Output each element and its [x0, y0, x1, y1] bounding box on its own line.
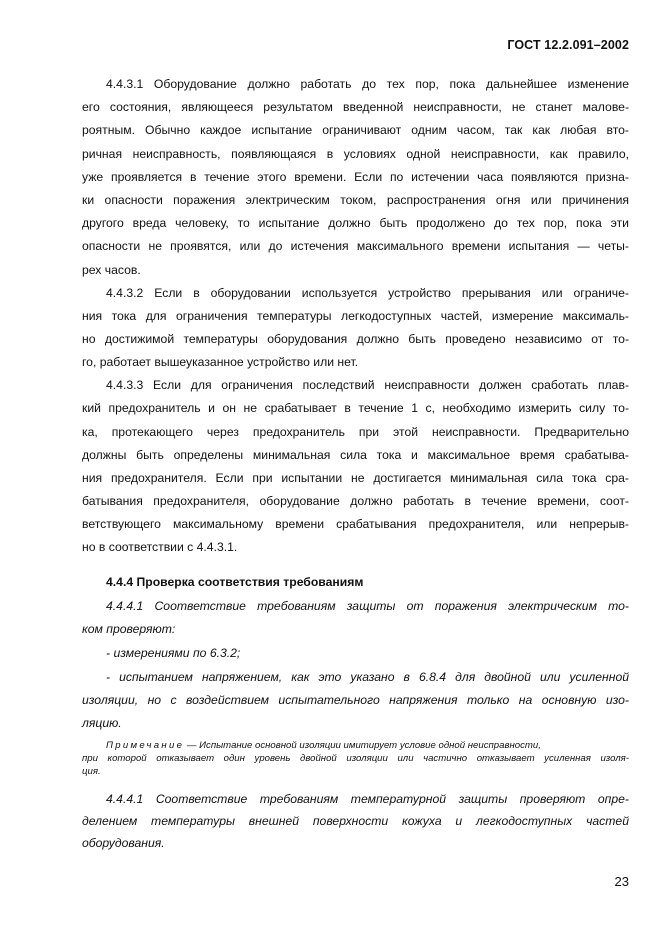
- para-4431-line: уже проявляется в течение этого времени. Если по истечении часа появляются призна-: [82, 170, 629, 184]
- list-item-line: ляцию.: [82, 716, 122, 730]
- para-4432-line: 4.4.3.2 Если в оборудовании используется устройство прерывания или ограниче-: [106, 286, 629, 300]
- para-4441b-line: делением температуры внешней поверхности кожуха и легкодоступных частей: [82, 814, 629, 828]
- para-4431-line: его состояния, являющееся результатом введенной неисправности, не станет малове-: [82, 100, 629, 114]
- para-4431-line: 4.4.3.1 Оборудование должно работать до тех пор, пока дальнейшее изменение: [106, 77, 629, 91]
- para-4433-line: ветствующего максимальному времени срабатывания предохранителя, или непрерыв-: [82, 517, 629, 531]
- para-4433-line: должны быть определены минимальная сила тока и максимальное время срабатыва-: [82, 448, 629, 462]
- para-4441b-line: оборудования.: [82, 836, 165, 850]
- para-4431-line: ричная неисправность, появляющаяся в условиях одной неисправности, как правило,: [82, 147, 629, 161]
- para-4433-line: кий предохранитель и он не срабатывает в течение 1 с, необходимо измерить силу то-: [82, 401, 629, 415]
- para-4433-line: ка, протекающего через предохранитель при этой неисправности. Предварительно: [82, 425, 629, 439]
- note-text: — Испытание основной изоляции имитирует условие одной неисправности,: [186, 740, 541, 751]
- para-4441-line: ком проверяют:: [82, 622, 176, 636]
- para-4431-line: опасности не проявятся, или до истечения максимального времени испытания — четы-: [82, 239, 629, 253]
- note-line: ция.: [82, 766, 101, 777]
- para-4433-line: но в соответствии с 4.4.3.1.: [82, 540, 238, 554]
- list-item-line: изоляции, но с воздействием испытательного напряжения только на основную изо-: [82, 693, 629, 707]
- para-4431-line: роятным. Обычно каждое испытание ограничивают одним часом, так как любая вто-: [82, 123, 629, 137]
- para-4441-line: 4.4.4.1 Соответствие требованиям защиты от поражения электрическим то-: [106, 599, 629, 613]
- list-item: - измерениями по 6.3.2;: [106, 646, 241, 660]
- section-heading: 4.4.4 Проверка соответствия требованиям: [106, 575, 364, 589]
- para-4433-line: батывания предохранителя, оборудование должно работать в течение времени, соот-: [82, 494, 629, 508]
- para-4432-line: го, работает вышеуказанное устройство или нет.: [82, 355, 359, 369]
- para-4433-line: 4.4.3.3 Если для ограничения последствий неисправности должен сработать плав-: [106, 378, 629, 392]
- para-4431-line: рех часов.: [82, 263, 141, 277]
- para-4431-line: ки опасности поражения электрическим током, распространения огня или причинения: [82, 193, 629, 207]
- page-number: 23: [614, 874, 629, 889]
- note-label: Примечание: [106, 740, 185, 751]
- document-header: ГОСТ 12.2.091–2002: [507, 38, 629, 52]
- note-line: при которой отказывает один уровень двойной изоляции или частично отказывает усиленная изоля-: [82, 753, 629, 764]
- para-4432-line: ния тока для ограничения температуры легкодоступных частей, измерение максималь-: [82, 309, 629, 323]
- para-4431-line: другого вреда человеку, то испытание должно быть продолжено до тех пор, пока эти: [82, 216, 629, 230]
- para-4441b-line: 4.4.4.1 Соответствие требованиям температурной защиты проверяют опре-: [106, 792, 629, 806]
- list-item-line: - испытанием напряжением, как это указано в 6.8.4 для двойной или усиленной: [106, 670, 629, 684]
- para-4433-line: ния предохранителя. Если при испытании не достигается минимальная сила тока сра-: [82, 471, 629, 485]
- para-4432-line: но достижимой температуры оборудования должно быть проведено независимо от то-: [82, 332, 629, 346]
- note-first-line: [106, 741, 629, 751]
